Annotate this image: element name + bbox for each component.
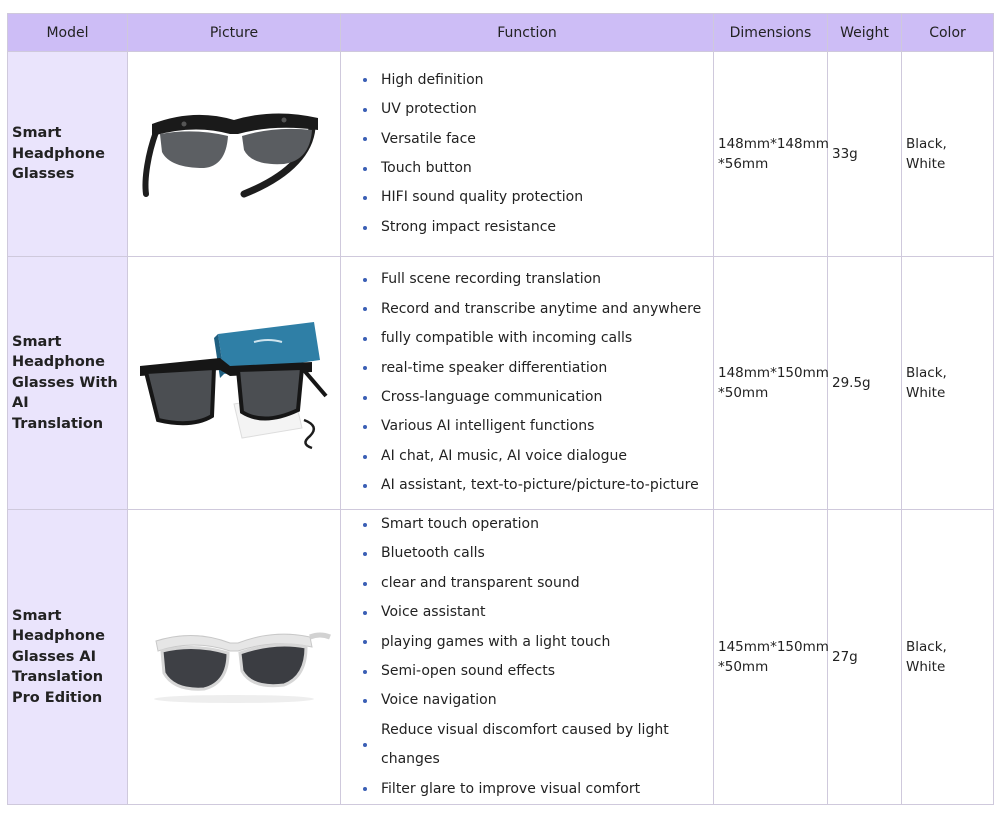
- dimensions-line: 145mm*150mm: [718, 639, 829, 656]
- half-rim-black-glasses-icon: [134, 94, 334, 214]
- dimensions-line: 148mm*148mm: [718, 136, 829, 152]
- list-item: real-time speaker differentiation: [361, 354, 705, 383]
- list-item: Voice navigation: [361, 686, 705, 715]
- list-item: UV protection: [361, 95, 705, 124]
- dimensions-cell: [714, 257, 828, 510]
- table-row: [8, 510, 994, 805]
- list-item: AI chat, AI music, AI voice dialogue: [361, 442, 705, 471]
- list-item: AI assistant, text-to-picture/picture-to-picture: [361, 471, 705, 500]
- feature-list: [361, 510, 705, 804]
- list-item: HIFI sound quality protection: [361, 183, 705, 212]
- header-color: Color: [902, 14, 994, 52]
- feature-list: [361, 66, 705, 242]
- list-item: Various AI intelligent functions: [361, 412, 705, 441]
- list-item: High definition: [361, 66, 705, 95]
- dimensions-line: 148mm*150mm: [718, 365, 829, 381]
- product-picture: [128, 52, 341, 257]
- weight-cell: 27g: [828, 510, 902, 805]
- glasses-with-box-and-cable-icon: [134, 308, 334, 458]
- color-cell: Black, White: [902, 510, 994, 805]
- spec-table-container: [7, 13, 994, 805]
- model-name: Smart Headphone Glasses AI Translation Pro Edition: [8, 510, 128, 805]
- list-item: fully compatible with incoming calls: [361, 324, 705, 353]
- list-item: Filter glare to improve visual comfort: [361, 775, 705, 804]
- dimensions-cell: [714, 52, 828, 257]
- list-item: Record and transcribe anytime and anywhere: [361, 295, 705, 324]
- function-cell: [341, 257, 714, 510]
- header-dimensions: Dimensions: [714, 14, 828, 52]
- list-item: Reduce visual discomfort caused by light changes: [361, 716, 705, 775]
- feature-list: [361, 265, 705, 500]
- color-cell: Black, White: [902, 257, 994, 510]
- header-weight: Weight: [828, 14, 902, 52]
- dimensions-line: *56mm: [718, 156, 769, 172]
- product-picture: [128, 510, 341, 805]
- list-item: Smart touch operation: [361, 510, 705, 539]
- weight-cell: 33g: [828, 52, 902, 257]
- clear-frame-glasses-icon: [134, 607, 334, 707]
- header-picture: Picture: [128, 14, 341, 52]
- weight-cell: 29.5g: [828, 257, 902, 510]
- model-name: Smart Headphone Glasses With AI Translation: [8, 257, 128, 510]
- list-item: playing games with a light touch: [361, 628, 705, 657]
- header-row: [8, 14, 994, 52]
- product-spec-table: [7, 13, 994, 805]
- list-item: Semi-open sound effects: [361, 657, 705, 686]
- list-item: Voice assistant: [361, 598, 705, 627]
- model-name: Smart Headphone Glasses: [8, 52, 128, 257]
- function-cell: [341, 510, 714, 805]
- table-row: [8, 52, 994, 257]
- product-picture: [128, 257, 341, 510]
- list-item: Bluetooth calls: [361, 539, 705, 568]
- list-item: clear and transparent sound: [361, 569, 705, 598]
- dimensions-line: *50mm: [718, 385, 769, 401]
- header-function: Function: [341, 14, 714, 52]
- table-row: [8, 257, 994, 510]
- list-item: Cross-language communication: [361, 383, 705, 412]
- list-item: Versatile face: [361, 125, 705, 154]
- list-item: Touch button: [361, 154, 705, 183]
- list-item: Strong impact resistance: [361, 213, 705, 242]
- dimensions-cell: [714, 510, 828, 805]
- color-cell: Black, White: [902, 52, 994, 257]
- header-model: Model: [8, 14, 128, 52]
- function-cell: [341, 52, 714, 257]
- dimensions-line: *50mm: [718, 659, 769, 676]
- list-item: Full scene recording translation: [361, 265, 705, 294]
